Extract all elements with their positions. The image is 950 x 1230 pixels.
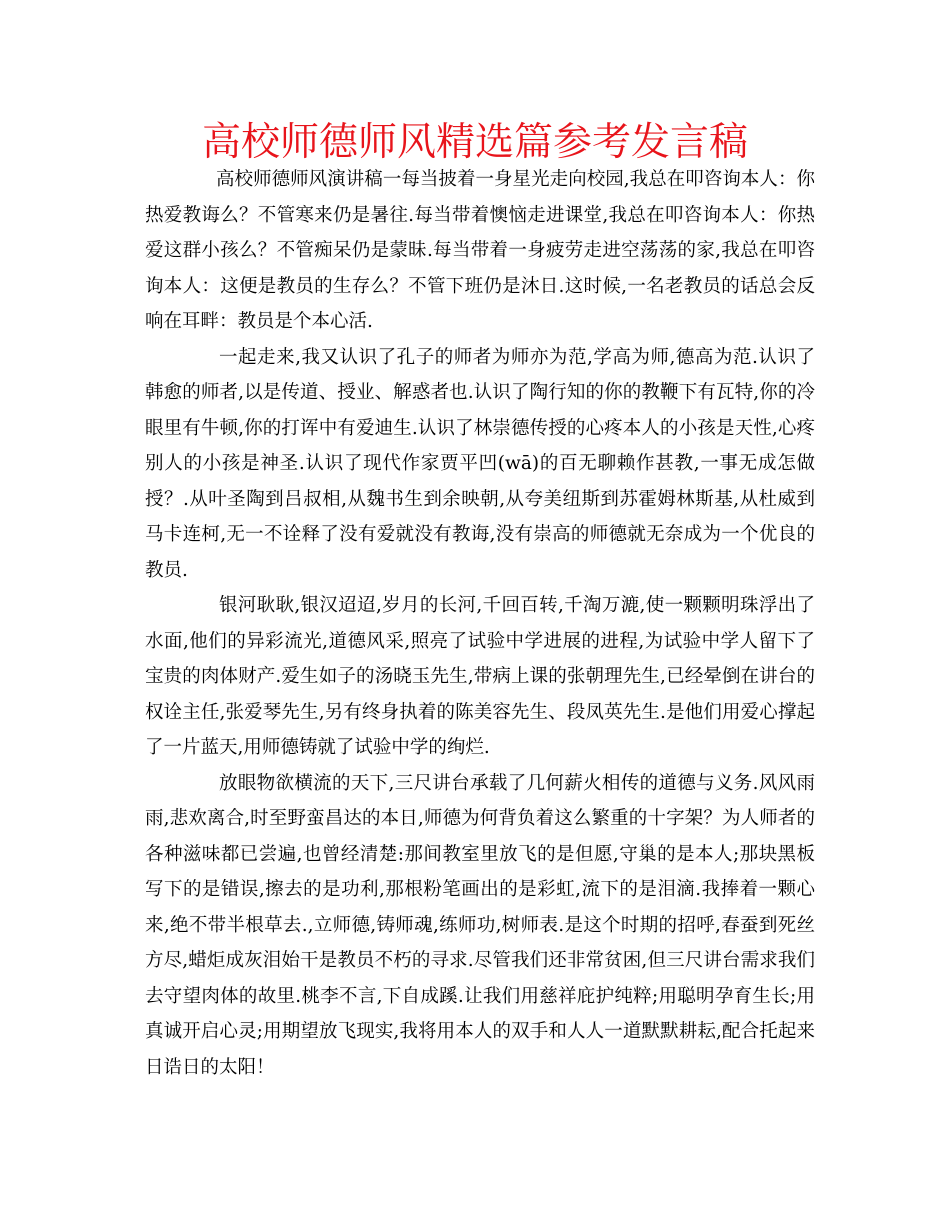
paragraph-3: 银河耿耿,银汉迢迢,岁月的长河,千回百转,千淘万漉,使一颗颗明珠浮出了水面,他们的异彩流光,道德风采,照亮了试验中学进展的进程,为试验中学人留下了宝贵的肉体财产.爱生如子的汤晓玉先生,带病上课的张朝理先生,已经晕倒在讲台的权诠主任,张爱琴先生,另有终身执着的陈美容先生、段凤英先生.是他们用爱心撑起了一片蓝天,用师德铸就了试验中学的绚烂. [145, 595, 815, 758]
document-body [145, 162, 815, 1085]
paragraph-2: 一起走来,我又认识了孔子的师者为师亦为范,学高为师,德高为范.认识了韩愈的师者,以是传道、授业、解惑者也.认识了陶行知的你的教鞭下有瓦特,你的冷眼里有牛顿,你的打诨中有爱迪生.认识了林崇德传授的心疼本人的小孩是天性,心疼别人的小孩是神圣.认识了现代作家贾平凹(wā)的百无聊赖作甚教,一事无成怎做授？.从叶圣陶到吕叔相,从魏书生到余映朝,从夸美纽斯到苏霍姆林斯基,从杜威到马卡连柯,无一不诠释了没有爱就没有教诲,没有崇高的师德就无奈成为一个优良的教员. [145, 346, 815, 581]
document-title: 高校师德师风精选篇参考发言稿 [201, 120, 748, 165]
paragraph-4: 放眼物欲横流的天下,三尺讲台承载了几何薪火相传的道德与义务.风风雨雨,悲欢离合,时至野蛮昌达的本日,师德为何背负着这么繁重的十字架？为人师者的各种滋味都已尝遍,也曾经清楚:那间教室里放飞的是但愿,守巢的是本人;那块黑板写下的是错误,擦去的是功利,那根粉笔画出的是彩虹,流下的是泪滴.我捧着一颗心来,绝不带半根草去.,立师德,铸师魂,练师功,树师表.是这个时期的招呼,春蚕到死丝方尽,蜡炬成灰泪始干是教员不朽的寻求.尽管我们还非常贫困,但三尺讲台需求我们去守望肉体的故里.桃李不言,下自成蹊.让我们用慈祥庇护纯粹;用聪明孕育生长;用真诚开启心灵;用期望放飞现实,我将用本人的双手和人人一道默默耕耘,配合托起来日诰日的太阳！ [145, 772, 815, 1078]
paragraph-1: 高校师德师风演讲稿一每当披着一身星光走向校园,我总在叩咨询本人：你热爱教诲么？不管寒来仍是暑往.每当带着懊恼走进课堂,我总在叩咨询本人：你热爱这群小孩么？不管痴呆仍是蒙昧.每当带着一身疲劳走进空荡荡的家,我总在叩咨询本人：这便是教员的生存么？不管下班仍是沐日.这时候,一名老教员的话总会反响在耳畔：教员是个本心活. [145, 169, 815, 332]
